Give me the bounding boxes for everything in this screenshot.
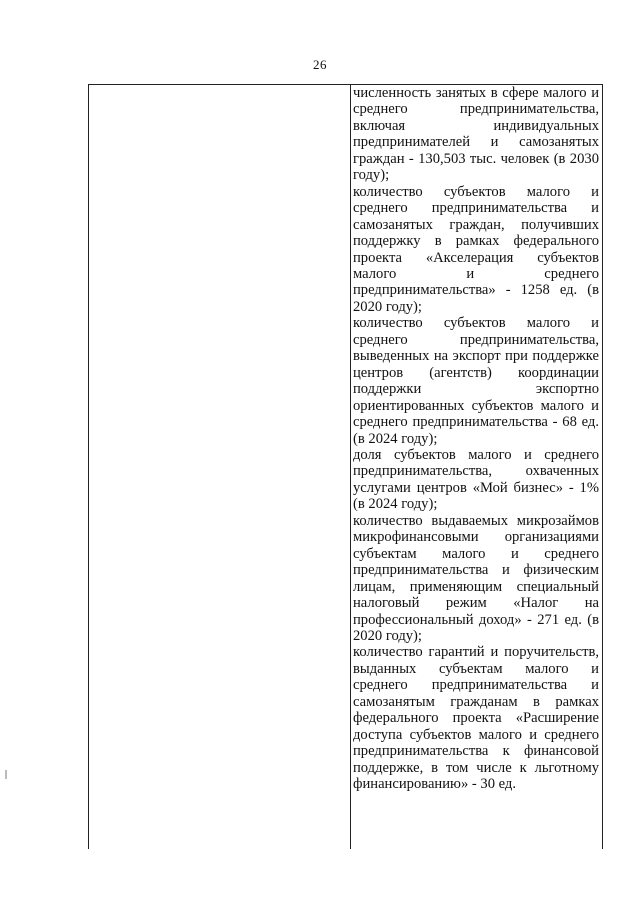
page-number: 26 [313,57,327,72]
paragraph-guarantees: количество гарантий и поручительств, выданных субъектам малого и среднего предпринимательства и самозанятым гражданам в рамках федерального проекта «Расширение доступа субъектов малого и среднего предпринимательства к финансовой поддержке, в том числе к льготному финансированию» - 30 ед. [353,644,599,793]
table-right-cell [353,85,599,849]
paragraph-microloans: количество выдаваемых микрозаймов микрофинансовыми организациями субъектам малого и среднего предпринимательства и физическим лицам, применяющим специальный налоговый режим «Налог на профессиональный доход» - 271 ед. (в 2020 году); [353,512,599,644]
paragraph-acceleration-support: количество субъектов малого и среднего предпринимательства и самозанятых граждан, получивших поддержку в рамках федерального проекта «Акселерация субъектов малого и среднего предпринимательства» - 1258 ед. (в 2020 году); [353,183,599,315]
table-left-cell [89,85,350,849]
column-divider [350,85,351,849]
paragraph-my-business-share: доля субъектов малого и среднего предпринимательства, охваченных услугами центров «Мой бизнес» - 1% (в 2024 году); [353,446,599,513]
right-cell-text [353,85,599,792]
paragraph-employment-count: численность занятых в сфере малого и среднего предпринимательства, включая индивидуальных предпринимателей и самозанятых граждан - 130,503 тыс. человек (в 2030 году); [353,85,599,184]
document-table [88,84,603,849]
paragraph-export-entities: количество субъектов малого и среднего предпринимательства, выведенных на экспорт при поддержке центров (агентств) координации поддержки экспортно ориентированных субъектов малого и среднего предпринимательства - 68 ед. (в 2024 году); [353,315,599,447]
scan-artifact-mark [5,770,7,779]
